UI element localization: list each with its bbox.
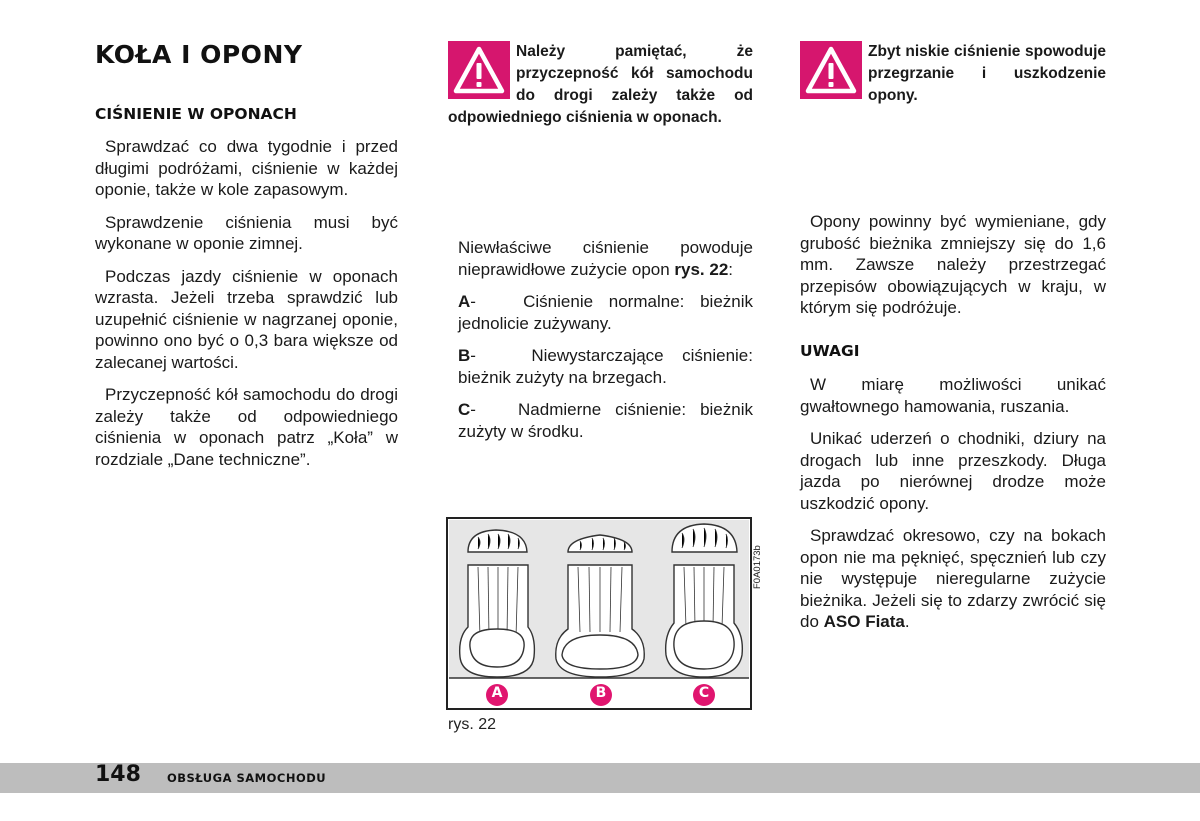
section-name: OBSŁUGA SAMOCHODU [167,771,327,785]
figure-caption: rys. 22 [448,716,497,733]
section-subtitle-pressure: CIŚNIENIE W OPONACH [95,105,297,123]
wear-item-c [458,399,753,442]
paragraph: Sprawdzać co dwa tygodnie i przed długimi podróżami, ciśnienie w każdej oponie, także w kole zapasowym. [95,137,398,199]
figure-label-c-text: C [698,685,710,701]
figure-label-b-text: B [595,685,607,701]
tyre-c-illustration [666,524,743,677]
tyre-wear-illustration [446,517,752,710]
item-label: B [458,346,471,365]
figure-code-text: F0A0173b [752,545,763,589]
item-label: A [458,292,471,311]
figure-label-a-text: A [491,685,503,701]
tread-text [800,211,1106,319]
warning-triangle-icon [800,41,862,99]
item-separator: - [470,292,492,311]
service-name: ASO Fiata [823,612,905,631]
warning-text [448,41,753,129]
item-separator: - [470,346,495,365]
note-text: Sprawdzać okresowo, czy na bokach opon nie ma pęknięć, spęcznień lub czy nie występuje nieregularne zużycie bieżnika. Jeżeli się to zdarzy zwrócić się do [800,526,1106,631]
note-end: . [904,612,910,631]
intro-text: Niewłaściwe ciśnienie powoduje nieprawidłowe zużycie opon [458,238,753,279]
note: W miarę możliwości unikać gwałtownego hamowania, ruszania. [800,375,1106,416]
tyre-wear-figure [446,517,752,710]
pressure-text-block [95,136,398,470]
paragraph: Opony powinny być wymieniane, gdy grubość bieżnika zmniejszy się do 1,6 mm. Zawsze należy przestrzegać przepisów obowiązujących w kraju, w którym się podróżuje. [800,212,1106,317]
warning-triangle-icon [448,41,510,99]
item-label: C [458,400,471,419]
page-title: KOŁA I OPONY [95,40,303,69]
figure-reference: rys. 22 [674,259,729,279]
paragraph: Podczas jazdy ciśnienie w oponach wzrasta. Jeżeli trzeba sprawdzić lub uzupełnić ciśnienie w nagrzanej oponie, powinno ono być o 0,3 bara większe od zalecanej wartości. [95,266,398,372]
note: Unikać uderzeń o chodniki, dziury na drogach lub inne przeszkody. Długa jazda po nierównej drodze może uszkodzić opony. [800,429,1106,513]
warning-box-traction [448,41,753,129]
wear-item-b [458,345,753,388]
wear-item-a [458,291,753,334]
pressure-wear-text [458,237,753,442]
paragraph: Przyczepność kół samochodu do drogi zależy także od odpowiedniego ciśnienia w oponach patrz „Koła” w rozdziale „Dane techniczne”. [95,385,398,469]
page-footer [0,763,1200,793]
intro-end: : [728,259,734,279]
tyre-a-illustration [460,530,535,677]
notes-text-block [800,374,1106,633]
page-number: 148 [95,762,141,787]
note [800,525,1106,633]
item-text: Niewystarczające ciśnienie: bieżnik zużyty na brzegach. [458,346,753,387]
warning-box-pressure [800,41,1106,107]
warning-message: Należy pamiętać, że przyczepność kół samochodu do drogi zależy także od odpowiedniego ciśnienia w oponach. [448,43,753,126]
warning-text [800,41,1106,107]
wear-intro [458,237,753,280]
item-separator: - [470,400,490,419]
item-text: Nadmierne ciśnienie: bieżnik zużyty w środku. [458,400,753,441]
warning-message: Zbyt niskie ciśnienie spowoduje przegrzanie i uszkodzenie opony. [868,43,1106,104]
paragraph: Sprawdzenie ciśnienia musi być wykonane w oponie zimnej. [95,212,398,253]
section-subtitle-notes: UWAGI [800,342,860,360]
figure-code [752,519,766,589]
item-text: Ciśnienie normalne: bieżnik jednolicie zużywany. [458,292,754,333]
